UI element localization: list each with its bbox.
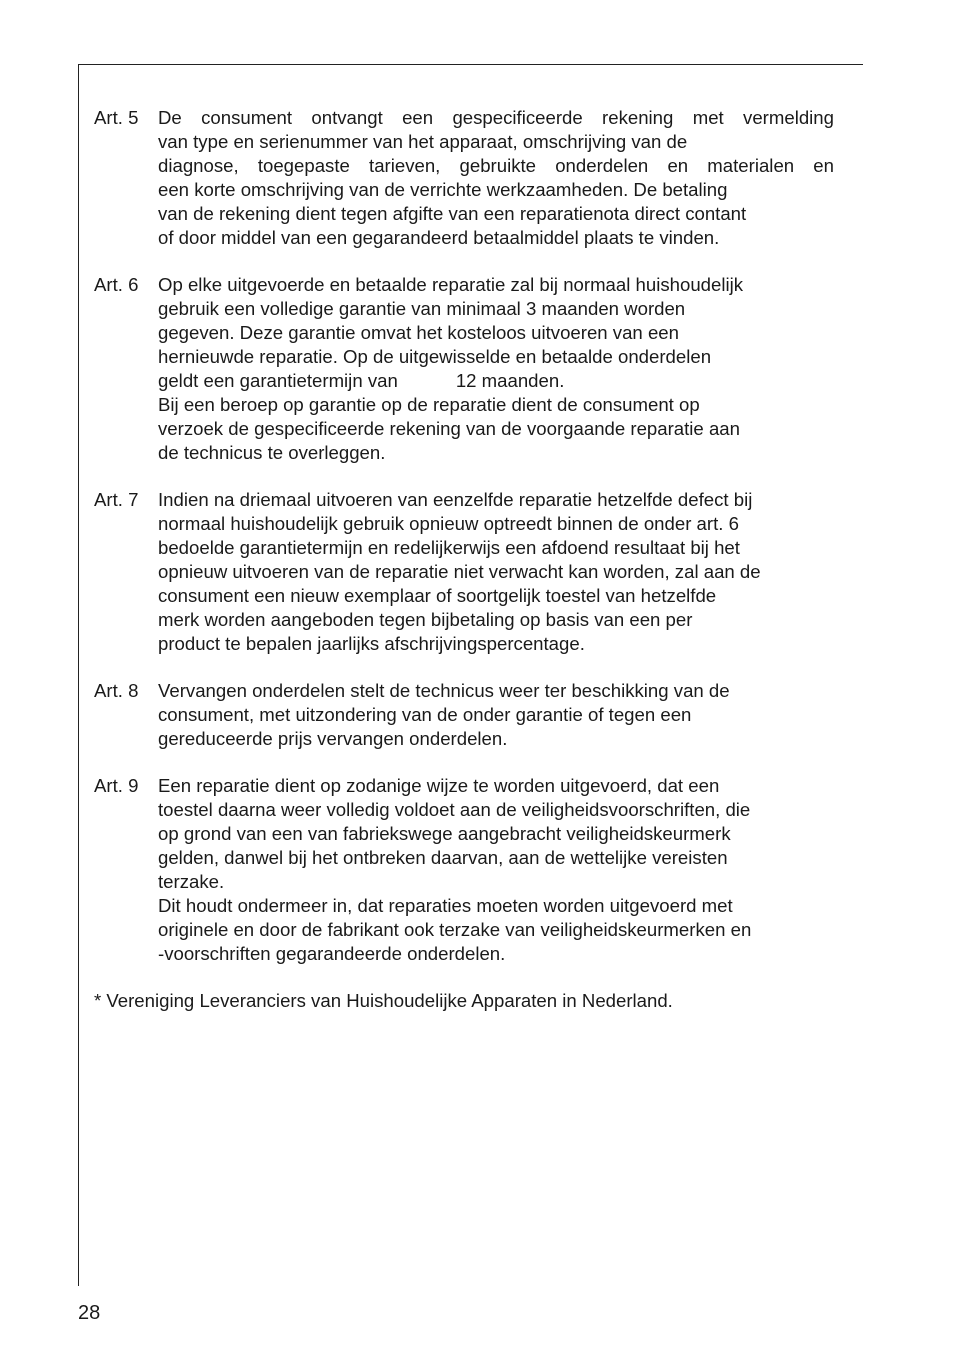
article-line: Vervangen onderdelen stelt de technicus weer ter beschikking van de [158,680,730,701]
article-line: Een reparatie dient op zodanige wijze te worden uitgevoerd, dat een [158,775,720,796]
article-line: Dit houdt ondermeer in, dat reparaties moeten worden uitgevoerd met [158,895,733,916]
article-line: gegeven. Deze garantie omvat het kosteloos uitvoeren van een [158,322,679,343]
article-label: Art. 8 [94,680,139,701]
article-line: -voorschriften gegarandeerde onderdelen. [158,943,506,964]
article-line: terzake. [158,871,225,892]
article-line: merk worden aangeboden tegen bijbetaling op basis van een per [158,609,693,630]
article-9 [94,774,834,966]
article-line: verzoek de gespecificeerde rekening van de voorgaande reparatie aan [158,418,740,439]
article-line: Bij een beroep op garantie op de reparatie dient de consument op [158,394,700,415]
article-line: de technicus te overleggen. [158,442,386,463]
article-line: toestel daarna weer volledig voldoet aan de veiligheidsvoorschriften, die [158,799,751,820]
article-line: van type en serienummer van het apparaat, omschrijving van de [158,131,688,152]
article-7 [94,488,834,656]
article-line: gelden, danwel bij het ontbreken daarvan, aan de wettelijke vereisten [158,847,728,868]
article-line: consument, met uitzondering van de onder garantie of tegen een [158,704,692,725]
article-line: product te bepalen jaarlijks afschrijvingspercentage. [158,633,585,654]
article-line: of door middel van een gegarandeerd betaalmiddel plaats te vinden. [158,227,720,248]
article-line: De consument ontvangt een gespecificeerde rekening met vermelding [158,107,834,128]
footnote: * Vereniging Leveranciers van Huishoudelijke Apparaten in Nederland. [94,990,673,1011]
article-line: originele en door de fabrikant ook terzake van veiligheidskeurmerken en [158,919,752,940]
article-line: gereduceerde prijs vervangen onderdelen. [158,728,508,749]
article-line: bedoelde garantietermijn en redelijkerwijs een afdoend resultaat bij het [158,537,740,558]
article-label: Art. 6 [94,274,139,295]
article-line: van de rekening dient tegen afgifte van een reparatienota direct contant [158,203,747,224]
article-line-part: geldt een garantietermijn van [158,370,398,391]
article-label: Art. 7 [94,489,139,510]
article-line-part: 12 maanden. [455,370,565,391]
article-8 [94,679,834,751]
article-line: hernieuwde reparatie. Op de uitgewisselde en betaalde onderdelen [158,346,712,367]
article-line: op grond van een van fabriekswege aangebracht veiligheidskeurmerk [158,823,731,844]
article-line: consument een nieuw exemplaar of soortgelijk toestel van hetzelfde [158,585,717,606]
article-line: Indien na driemaal uitvoeren van eenzelfde reparatie hetzelfde defect bij [158,489,753,510]
top-frame-rule [78,64,863,65]
article-label: Art. 9 [94,775,139,796]
page-number: 28 [78,1302,101,1324]
left-frame-rule [78,64,79,1286]
article-line: normaal huishoudelijk gebruik opnieuw optreedt binnen de onder art. 6 [158,513,739,534]
article-line: gebruik een volledige garantie van minimaal 3 maanden worden [158,298,686,319]
document-body [94,106,834,1013]
article-6 [94,273,834,465]
article-line: een korte omschrijving van de verrichte werkzaamheden. De betaling [158,179,728,200]
article-line: Op elke uitgevoerde en betaalde reparatie zal bij normaal huishoudelijk [158,274,744,295]
article-5 [94,106,834,250]
article-line: diagnose, toegepaste tarieven, gebruikte onderdelen en materialen en [158,155,834,176]
article-label: Art. 5 [94,107,139,128]
article-line: opnieuw uitvoeren van de reparatie niet verwacht kan worden, zal aan de [158,561,761,582]
article-line-split [158,369,834,393]
